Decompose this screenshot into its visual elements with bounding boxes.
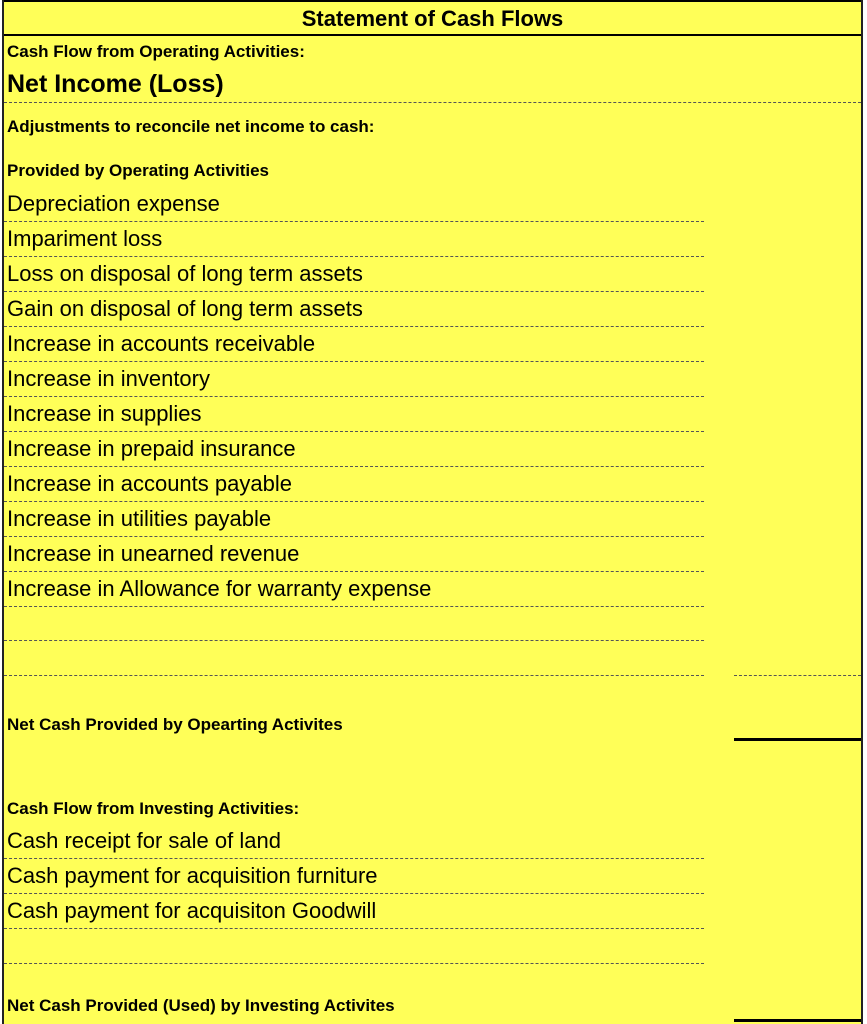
entry-line[interactable]	[4, 640, 704, 641]
entry-line[interactable]	[4, 221, 704, 222]
net-cash-investing-label: Net Cash Provided (Used) by Investing Activites	[7, 996, 395, 1015]
entry-line[interactable]	[4, 928, 704, 929]
entry-line[interactable]	[4, 571, 704, 572]
operating-item: Increase in accounts receivable	[7, 331, 316, 356]
entry-line[interactable]	[4, 501, 704, 502]
operating-item: Increase in accounts payable	[7, 471, 292, 496]
investing-item: Cash payment for acquisiton Goodwill	[7, 898, 377, 923]
subtotal-line[interactable]	[734, 675, 861, 676]
entry-line[interactable]	[4, 858, 704, 859]
net-income-label: Net Income (Loss)	[7, 70, 224, 98]
operating-item: Increase in utilities payable	[7, 506, 272, 531]
entry-line[interactable]	[4, 606, 704, 607]
entry-line[interactable]	[4, 396, 704, 397]
net-cash-operating-label: Net Cash Provided by Opearting Activites	[7, 715, 343, 734]
statement-title: Statement of Cash Flows	[4, 0, 861, 36]
entry-line[interactable]	[4, 536, 704, 537]
net-income-line[interactable]	[4, 102, 861, 103]
adjustments-label: Adjustments to reconcile net income to cash:	[7, 117, 375, 136]
net-cash-operating-total-line[interactable]	[734, 738, 861, 741]
investing-item: Cash payment for acquisition furniture	[7, 863, 378, 888]
entry-line[interactable]	[4, 291, 704, 292]
operating-item: Increase in supplies	[7, 401, 202, 426]
provided-by-label: Provided by Operating Activities	[7, 161, 269, 180]
operating-item: Impariment loss	[7, 226, 163, 251]
operating-item: Increase in Allowance for warranty expense	[7, 576, 432, 601]
operating-item: Gain on disposal of long term assets	[7, 296, 363, 321]
entry-line[interactable]	[4, 326, 704, 327]
investing-header: Cash Flow from Investing Activities:	[7, 799, 300, 818]
entry-line[interactable]	[4, 256, 704, 257]
operating-item: Depreciation expense	[7, 191, 220, 216]
entry-line[interactable]	[4, 893, 704, 894]
operating-item: Increase in prepaid insurance	[7, 436, 296, 461]
cash-flow-statement	[2, 0, 863, 1024]
operating-header: Cash Flow from Operating Activities:	[7, 42, 305, 61]
investing-item: Cash receipt for sale of land	[7, 828, 281, 853]
entry-line[interactable]	[4, 675, 704, 676]
operating-item: Loss on disposal of long term assets	[7, 261, 363, 286]
entry-line[interactable]	[4, 431, 704, 432]
entry-line[interactable]	[4, 963, 704, 964]
operating-item: Increase in unearned revenue	[7, 541, 300, 566]
operating-item: Increase in inventory	[7, 366, 210, 391]
net-cash-investing-total-line[interactable]	[734, 1019, 861, 1022]
entry-line[interactable]	[4, 466, 704, 467]
entry-line[interactable]	[4, 361, 704, 362]
